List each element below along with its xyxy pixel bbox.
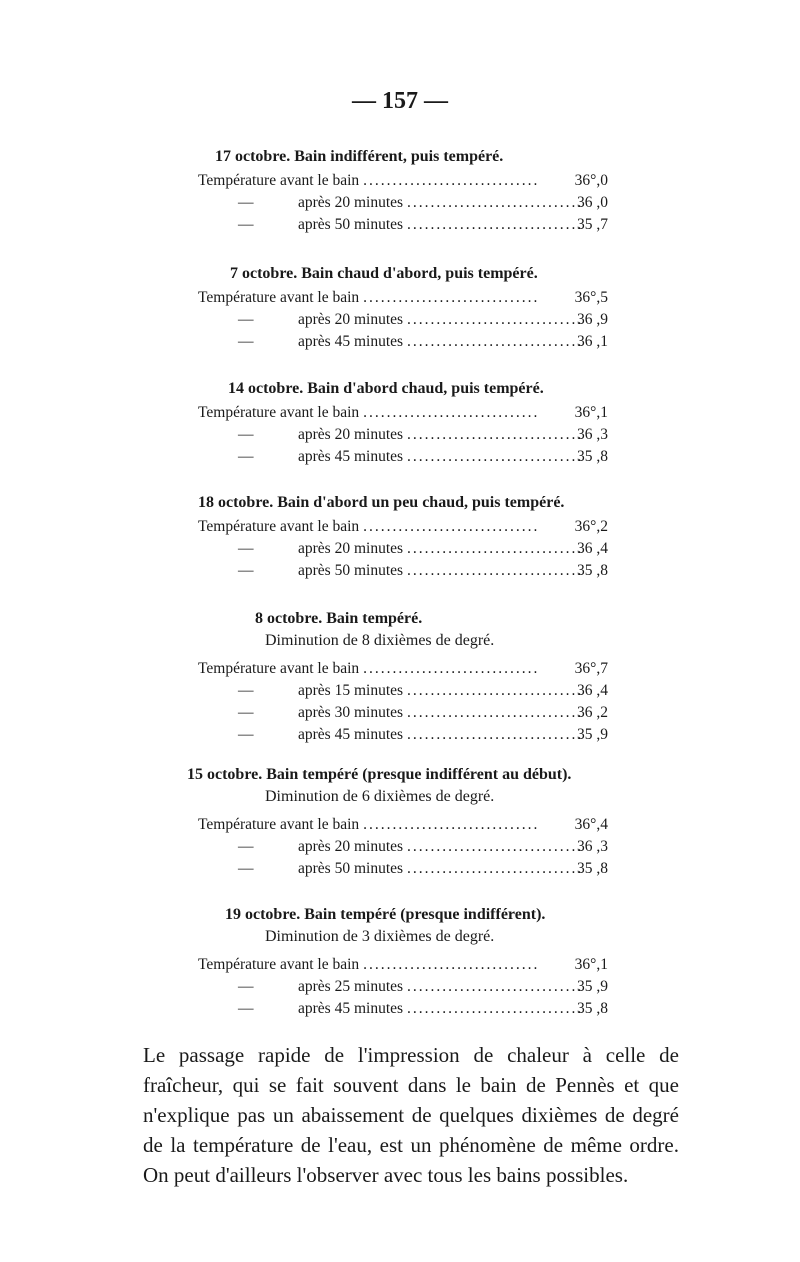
row-value: 35 ,8 <box>577 1000 608 1017</box>
row-dash: — <box>238 704 254 721</box>
row-leader-dots: .............................. <box>363 289 540 306</box>
entry-heading: 19 octobre. Bain tempéré (presque indifférent). <box>225 906 546 923</box>
row-label: Température avant le bain <box>198 404 360 421</box>
row-leader-dots: .............................. <box>363 172 540 189</box>
row-value: 36°,1 <box>574 404 608 421</box>
measurement-row <box>238 726 608 748</box>
measurement-row <box>238 448 608 470</box>
row-leader-dots: .............................. <box>407 562 584 579</box>
row-dash: — <box>238 333 254 350</box>
row-value: 36 ,3 <box>577 426 608 443</box>
measurement-row <box>238 704 608 726</box>
row-label: Température avant le bain <box>198 518 360 535</box>
page-number: — 157 — <box>352 88 448 114</box>
row-value: 35 ,8 <box>577 860 608 877</box>
row-leader-dots: .............................. <box>363 956 540 973</box>
row-label: après 20 minutes <box>298 194 404 211</box>
row-leader-dots: .............................. <box>407 311 584 328</box>
body-paragraph: Le passage rapide de l'impression de chaleur à celle de fraîcheur, qui se fait souvent dans le bain de Pennès et que n'explique pas un abaissement de quelques dixièmes de degré de la température de l'eau, est un phénomène de même ordre. On peut d'ailleurs l'observer avec tous les bains possibles. <box>143 1043 679 1187</box>
row-leader-dots: .............................. <box>407 194 584 211</box>
row-value: 35 ,7 <box>577 216 608 233</box>
entry-heading: 18 octobre. Bain d'abord un peu chaud, puis tempéré. <box>198 494 565 511</box>
row-label: après 50 minutes <box>298 216 404 233</box>
row-label: après 45 minutes <box>298 333 404 350</box>
row-label: Température avant le bain <box>198 172 360 189</box>
row-leader-dots: .............................. <box>363 404 540 421</box>
row-label: après 20 minutes <box>298 540 404 557</box>
row-value: 35 ,9 <box>577 726 608 743</box>
measurement-row <box>198 172 608 194</box>
row-value: 35 ,9 <box>577 978 608 995</box>
row-label: après 45 minutes <box>298 1000 404 1017</box>
measurement-row <box>238 682 608 704</box>
row-label: après 30 minutes <box>298 704 404 721</box>
measurement-row <box>238 216 608 238</box>
row-value: 36°,5 <box>574 289 608 306</box>
measurement-row <box>198 816 608 838</box>
measurement-row <box>238 1000 608 1022</box>
entry-heading: 14 octobre. Bain d'abord chaud, puis tempéré. <box>228 380 544 397</box>
row-dash: — <box>238 448 254 465</box>
row-label: après 15 minutes <box>298 682 404 699</box>
row-value: 36°,7 <box>574 660 608 677</box>
row-leader-dots: .............................. <box>407 682 584 699</box>
row-value: 36°,4 <box>574 816 608 833</box>
row-leader-dots: .............................. <box>407 838 584 855</box>
row-dash: — <box>238 540 254 557</box>
row-value: 36 ,4 <box>577 682 608 699</box>
measurement-row <box>198 289 608 311</box>
row-label: Température avant le bain <box>198 289 360 306</box>
row-leader-dots: .............................. <box>363 660 540 677</box>
row-dash: — <box>238 682 254 699</box>
row-value: 35 ,8 <box>577 562 608 579</box>
row-label: après 20 minutes <box>298 426 404 443</box>
measurement-row <box>238 311 608 333</box>
measurement-row <box>238 426 608 448</box>
row-leader-dots: .............................. <box>407 1000 584 1017</box>
row-value: 36°,1 <box>574 956 608 973</box>
row-label: Température avant le bain <box>198 956 360 973</box>
row-label: après 50 minutes <box>298 562 404 579</box>
row-label: Température avant le bain <box>198 660 360 677</box>
row-leader-dots: .............................. <box>407 860 584 877</box>
row-leader-dots: .............................. <box>363 518 540 535</box>
measurement-row <box>238 333 608 355</box>
measurement-row <box>238 194 608 216</box>
row-value: 35 ,8 <box>577 448 608 465</box>
measurement-row <box>198 518 608 540</box>
row-dash: — <box>238 1000 254 1017</box>
entry-sub-heading: Diminution de 6 dixièmes de degré. <box>265 788 495 805</box>
measurement-row <box>238 860 608 882</box>
measurement-row <box>238 978 608 1000</box>
measurement-row <box>238 540 608 562</box>
row-value: 36 ,1 <box>577 333 608 350</box>
row-label: Température avant le bain <box>198 816 360 833</box>
row-dash: — <box>238 562 254 579</box>
row-dash: — <box>238 838 254 855</box>
row-label: après 25 minutes <box>298 978 404 995</box>
row-label: après 20 minutes <box>298 838 404 855</box>
row-value: 36°,0 <box>574 172 608 189</box>
entry-heading: 17 octobre. Bain indifférent, puis tempéré. <box>215 148 504 165</box>
row-leader-dots: .............................. <box>407 978 584 995</box>
measurement-row <box>198 956 608 978</box>
row-value: 36°,2 <box>574 518 608 535</box>
entry-heading: 15 octobre. Bain tempéré (presque indifférent au début). <box>187 766 572 783</box>
row-label: après 50 minutes <box>298 860 404 877</box>
entry-sub-heading: Diminution de 3 dixièmes de degré. <box>265 928 495 945</box>
measurement-row <box>198 660 608 682</box>
row-value: 36 ,0 <box>577 194 608 211</box>
row-leader-dots: .............................. <box>407 426 584 443</box>
measurement-row <box>238 838 608 860</box>
row-leader-dots: .............................. <box>407 726 584 743</box>
measurement-row <box>198 404 608 426</box>
row-leader-dots: .............................. <box>407 540 584 557</box>
row-leader-dots: .............................. <box>407 704 584 721</box>
row-value: 36 ,4 <box>577 540 608 557</box>
row-dash: — <box>238 311 254 328</box>
row-label: après 45 minutes <box>298 726 404 743</box>
row-label: après 45 minutes <box>298 448 404 465</box>
row-dash: — <box>238 216 254 233</box>
row-leader-dots: .............................. <box>407 216 584 233</box>
measurement-row <box>238 562 608 584</box>
entry-heading: 8 octobre. Bain tempéré. <box>255 610 423 627</box>
row-label: après 20 minutes <box>298 311 404 328</box>
row-leader-dots: .............................. <box>407 448 584 465</box>
row-leader-dots: .............................. <box>407 333 584 350</box>
row-value: 36 ,3 <box>577 838 608 855</box>
entry-heading: 7 octobre. Bain chaud d'abord, puis tempéré. <box>230 265 538 282</box>
row-dash: — <box>238 978 254 995</box>
row-value: 36 ,9 <box>577 311 608 328</box>
row-dash: — <box>238 860 254 877</box>
row-leader-dots: .............................. <box>363 816 540 833</box>
entry-sub-heading: Diminution de 8 dixièmes de degré. <box>265 632 495 649</box>
row-dash: — <box>238 194 254 211</box>
row-dash: — <box>238 426 254 443</box>
row-value: 36 ,2 <box>577 704 608 721</box>
row-dash: — <box>238 726 254 743</box>
